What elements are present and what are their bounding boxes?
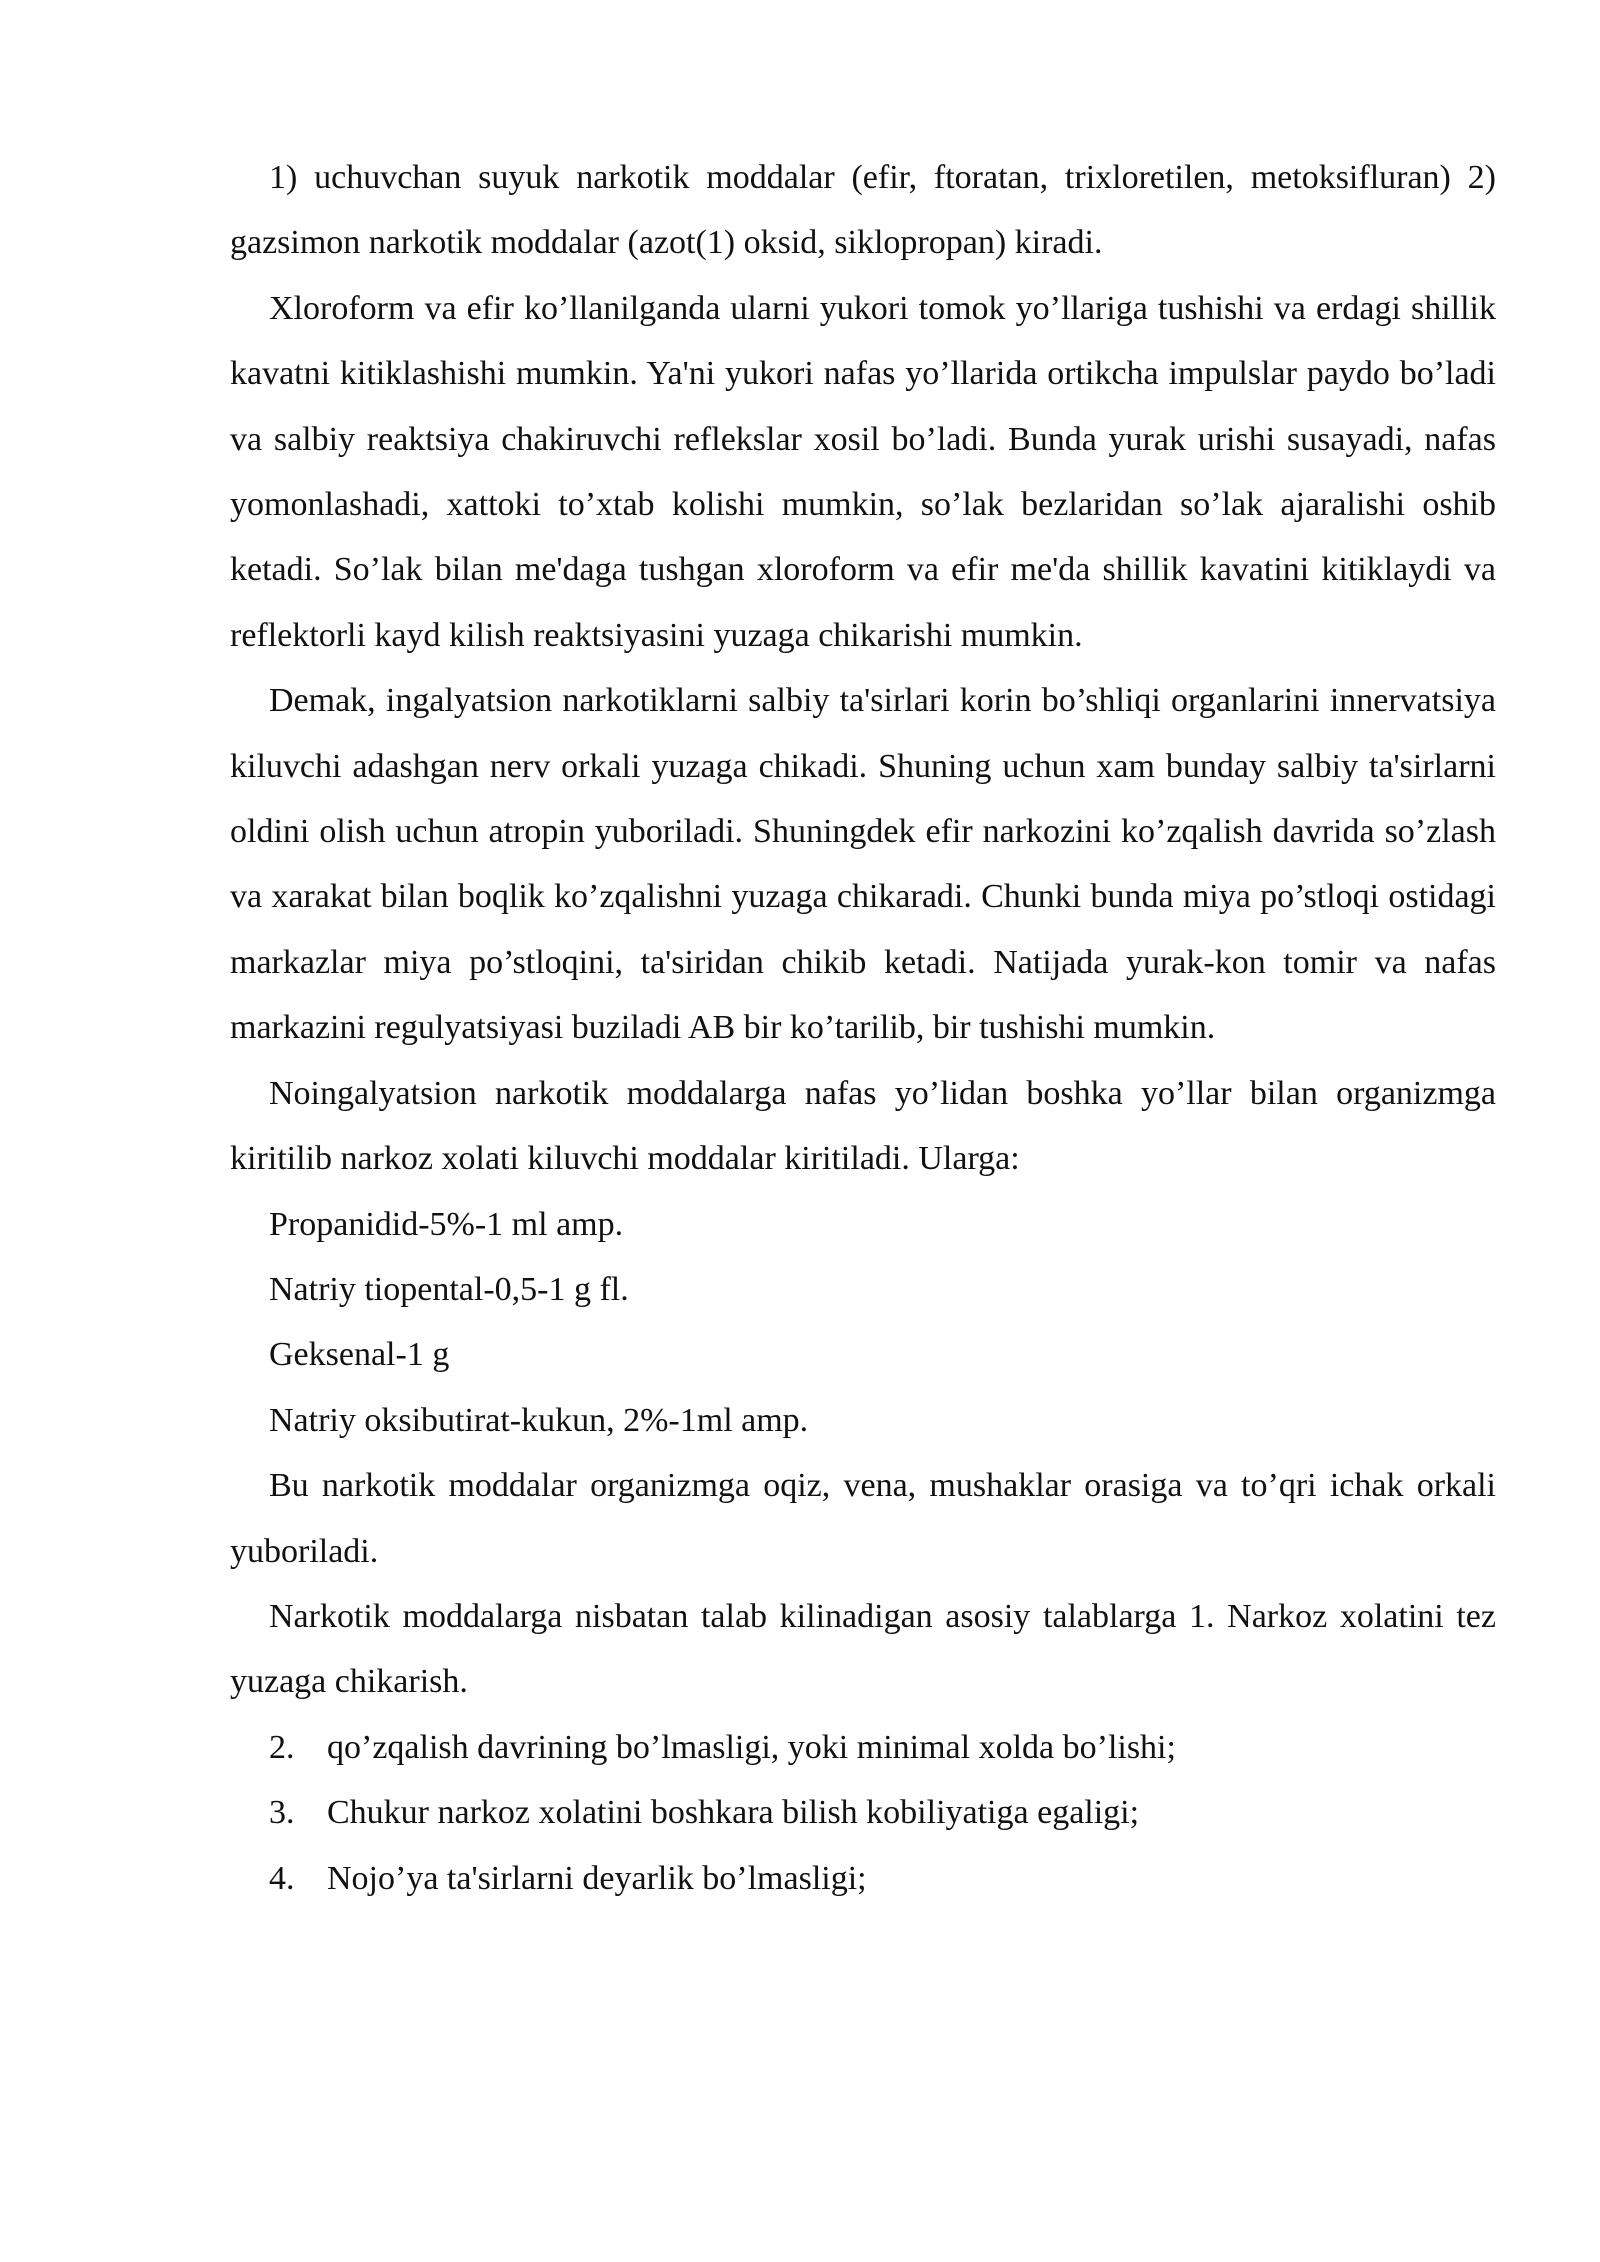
paragraph: Xloroform va efir ko’llanilganda ularni yukori tomok yo’llariga tushishi va erdagi shillik kavatni kitiklashishi mumkin. Ya'ni yukori nafas yo’llarida ortikcha impulslar paydo bo’ladi va salbiy reaktsiya chakiruvchi reflekslar xosil bo’ladi. Bunda yurak urishi susayadi, nafas yomonlashadi, xattoki to’xtab kolishi mumkin, so’lak bezlaridan so’lak ajaralishi oshib ketadi. So’lak bilan me'daga tushgan xloroform va efir me'da shillik kavatini kitiklaydi va reflektorli kayd kilish reaktsiyasini yuzaga chikarishi mumkin. — [230, 289, 1496, 654]
list-item-number: 2. — [269, 1728, 295, 1766]
document-page — [230, 145, 1496, 1911]
list-item — [230, 1780, 1496, 1845]
paragraph: Demak, ingalyatsion narkotiklarni salbiy ta'sirlari korin bo’shliqi organlarini innervatsiya kiluvchi adashgan nerv orkali yuzaga chikadi. Shuning uchun xam bunday salbiy ta'sirlarni oldini olish uchun atropin yuboriladi. Shuningdek efir narkozini ko’zqalish davrida so’zlash va xarakat bilan boqlik ko’zqalishni yuzaga chikaradi. Chunki bunda miya po’stloqi ostidagi markazlar miya po’stloqini, ta'siridan chikib ketadi. Natijada yurak-kon tomir va nafas markazini regulyatsiyasi buziladi AB bir ko’tarilib, bir tushishi mumkin. — [230, 682, 1496, 1047]
paragraph: Propanidid-5%-1 ml amp. — [269, 1205, 624, 1243]
list-item — [230, 1846, 1496, 1911]
paragraph: Narkotik moddalarga nisbatan talab kilinadigan asosiy talablarga 1. Narkoz xolatini tez yuzaga chikarish. — [230, 1597, 1496, 1701]
list-item-text: Chukur narkoz xolatini boshkara bilish kobiliyatiga egaligi; — [327, 1794, 1140, 1832]
paragraph: Geksenal-1 g — [269, 1336, 450, 1374]
paragraph: Natriy tiopental-0,5-1 g fl. — [269, 1270, 629, 1308]
paragraph: Bu narkotik moddalar organizmga oqiz, vena, mushaklar orasiga va to’qri ichak orkali yuboriladi. — [230, 1467, 1496, 1570]
paragraph: Noingalyatsion narkotik moddalarga nafas yo’lidan boshka yo’llar bilan organizmga kiritilib narkoz xolati kiluvchi moddalar kiritiladi. Ularga: — [230, 1074, 1496, 1178]
list-item-number: 4. — [269, 1859, 295, 1897]
list-item-number: 3. — [269, 1794, 295, 1832]
list-item-text: Nojo’ya ta'sirlarni deyarlik bo’lmasligi; — [327, 1859, 867, 1897]
paragraph: Natriy oksibutirat-kukun, 2%-1ml amp. — [269, 1401, 809, 1439]
list-item-text: qo’zqalish davrining bo’lmasligi, yoki minimal xolda bo’lishi; — [327, 1728, 1176, 1766]
list-item — [230, 1715, 1496, 1780]
paragraph: 1) uchuvchan suyuk narkotik moddalar (efir, ftoratan, trixloretilen, metoksifluran) 2) gazsimon narkotik moddalar (azot(1) oksid, siklopropan) kiradi. — [230, 159, 1496, 262]
